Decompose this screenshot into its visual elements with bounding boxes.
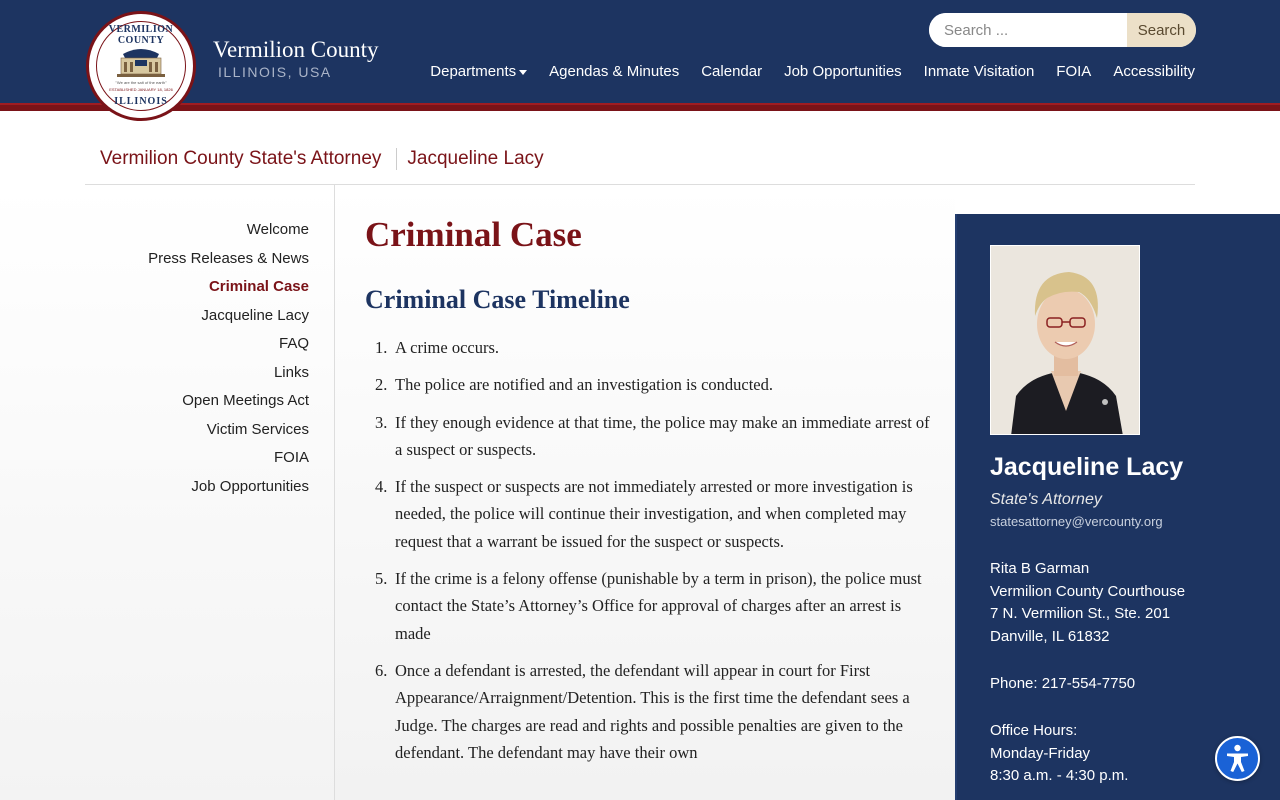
timeline-item: 2. The police are notified and an investigation is conducted. — [375, 375, 774, 395]
seal-motto: "We are the salt of the earth" — [115, 80, 167, 85]
sidebar-item-criminal-case[interactable]: Criminal Case — [208, 278, 309, 295]
nav-foia[interactable]: FOIA — [1056, 63, 1092, 80]
sidebar-nav — [100, 219, 309, 504]
sidebar-item-job-opportunities[interactable]: Job Opportunities — [191, 477, 309, 495]
breadcrumb-person[interactable]: Jacqueline Lacy — [407, 148, 544, 169]
portrait-image — [991, 246, 1140, 435]
sidebar-item-open-meetings-act[interactable]: Open Meetings Act — [182, 392, 309, 409]
nav-accessibility[interactable]: Accessibility — [1113, 63, 1195, 80]
seal-top-text: VERMILION COUNTY — [108, 24, 174, 46]
sidebar-item-welcome[interactable]: Welcome — [246, 221, 309, 238]
nav-departments[interactable] — [430, 63, 527, 80]
contact-email-link[interactable]: statesattorney@vercounty.org — [990, 514, 1163, 529]
nav-calendar[interactable]: Calendar — [701, 63, 763, 80]
nav-job-opportunities[interactable]: Job Opportunities — [784, 63, 902, 80]
accessibility-person-icon — [1217, 738, 1258, 779]
section-title: Criminal Case Timeline — [365, 285, 630, 314]
seal-bottom-text: ILLINOIS — [114, 96, 168, 107]
site-name-link[interactable]: Vermilion County — [213, 37, 379, 62]
breadcrumb — [100, 148, 544, 170]
courthouse-icon — [113, 48, 169, 78]
search-form — [929, 13, 1196, 47]
timeline-list — [365, 334, 930, 776]
sidebar-item-faq[interactable]: FAQ — [278, 335, 309, 352]
page-title: Criminal Case — [365, 215, 582, 254]
breadcrumb-divider — [396, 148, 397, 170]
sidebar-item-links[interactable]: Links — [273, 363, 309, 381]
search-input[interactable] — [929, 13, 1127, 47]
contact-title: State's Attorney — [990, 491, 1102, 508]
county-seal-logo[interactable] — [86, 11, 196, 121]
caret-down-icon — [519, 70, 527, 75]
nav-departments-label: Departments — [430, 63, 517, 80]
timeline-item: 6. Once a defendant is arrested, the defendant will appear in court for First Appearance/Arraignment/Detention. This is the first time the defendant sees a Judge. The charges are read and rights and possible penalties are given to the defendant. The defendant may have their own — [375, 660, 910, 762]
contact-address: Rita B Garman Vermilion County Courthouse 7 N. Vermilion St., Ste. 201 Danville, IL 61832 — [990, 560, 1186, 645]
nav-agendas-minutes[interactable]: Agendas & Minutes — [549, 63, 680, 80]
nav-inmate-visitation[interactable]: Inmate Visitation — [923, 63, 1035, 80]
breadcrumb-department[interactable]: Vermilion County State's Attorney — [100, 148, 382, 169]
sidebar-item-press-releases[interactable]: Press Releases & News — [148, 249, 309, 267]
timeline-item: 3. If they enough evidence at that time, the police may make an immediate arrest of a suspect or suspects. — [375, 412, 930, 459]
seal-established: ESTABLISHED JANUARY 18, 1826 — [109, 87, 173, 92]
office-hours: Office Hours: Monday-Friday 8:30 a.m. - 4:30 p.m. — [990, 722, 1129, 784]
main-nav — [408, 63, 1195, 80]
timeline-item: 4. If the suspect or suspects are not immediately arrested or more investigation is needed, the police will continue their investigation, and when completed may request that a warrant be issued for the suspect or suspects. — [375, 477, 913, 551]
sidebar-item-jacqueline-lacy[interactable]: Jacqueline Lacy — [201, 306, 309, 324]
site-subtitle: ILLINOIS, USA — [218, 64, 332, 80]
portrait-photo — [990, 245, 1140, 435]
search-button[interactable]: Search — [1127, 13, 1196, 47]
sidebar-item-victim-services[interactable]: Victim Services — [206, 420, 309, 438]
timeline-item: 5. If the crime is a felony offense (punishable by a term in prison), the police must contact the State’s Attorney’s Office for approval of charges after an arrest is made — [375, 569, 922, 643]
timeline-item: 1. A crime occurs. — [375, 338, 500, 357]
accessibility-button[interactable] — [1215, 736, 1260, 781]
contact-phone: Phone: 217-554-7750 — [990, 675, 1136, 692]
contact-name: Jacqueline Lacy — [990, 453, 1184, 481]
sidebar-item-foia[interactable]: FOIA — [273, 449, 309, 466]
